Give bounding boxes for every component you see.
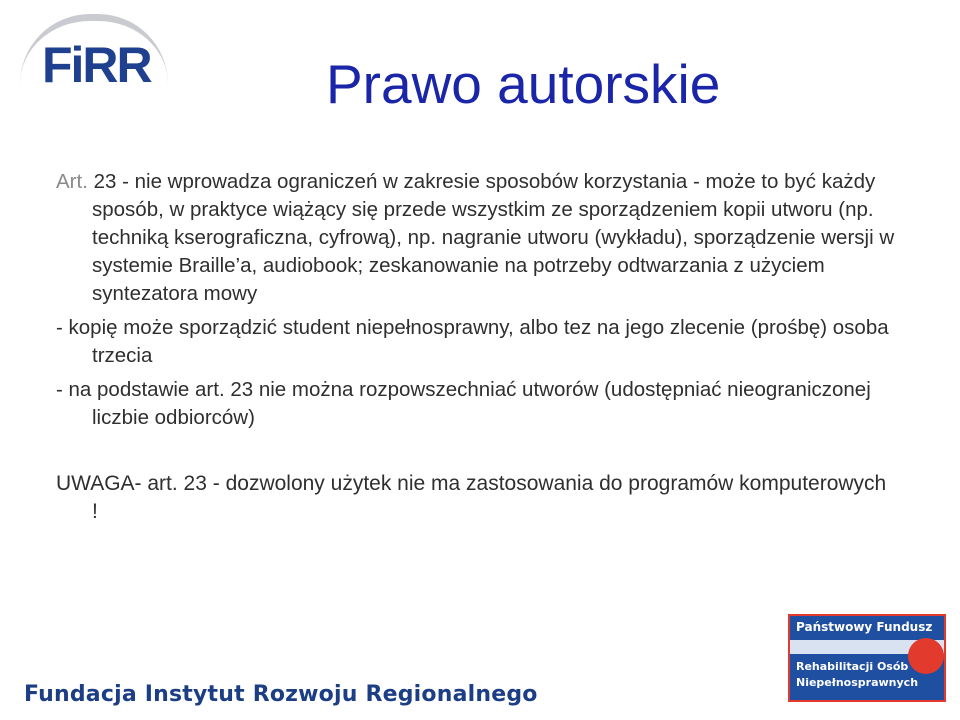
- slide-title: Prawo autorskie: [326, 53, 721, 115]
- paragraph-art23: [56, 168, 896, 308]
- paragraph-art23-body: 23 - nie wprowadza ograniczeń w zakresie sposobów korzystania - może to być każdy sposób, w praktyce wiążący się przede wszystkim ze sporządzeniem kopii utworu (np. techniką kserograficzna, cyfrową), np. nagranie utworu (wykładu), sporządzenie wersji w systemie Braille’a, audiobook; zeskanowanie na potrzeby odtwarzania z użyciem syntezatora mowy: [87, 170, 895, 305]
- slide-content: [56, 168, 896, 526]
- pfron-line2: Rehabilitacji Osób: [796, 660, 909, 673]
- paragraph-art23-lead: Art.: [56, 170, 88, 193]
- pfron-red-dot: [908, 638, 944, 674]
- paragraph-distribution: - na podstawie art. 23 nie można rozpowszechniać utworów (udostępniać nieograniczonej liczbie odbiorców): [56, 378, 871, 429]
- pfron-line1: Państwowy Fundusz: [796, 620, 933, 634]
- paragraph-uwaga: UWAGA- art. 23 - dozwolony użytek nie ma zastosowania do programów komputerowych !: [56, 472, 887, 523]
- pfron-logo: [788, 614, 946, 702]
- firr-logo: [20, 14, 170, 92]
- footer-org-name: Fundacja Instytut Rozwoju Regionalnego: [24, 682, 538, 707]
- paragraph-copy-student: - kopię może sporządzić student niepełnosprawny, albo tez na jego zlecenie (prośbę) osoba trzecia: [56, 316, 889, 367]
- logo-text: FiRR: [42, 37, 151, 93]
- pfron-line3: Niepełnosprawnych: [796, 676, 919, 689]
